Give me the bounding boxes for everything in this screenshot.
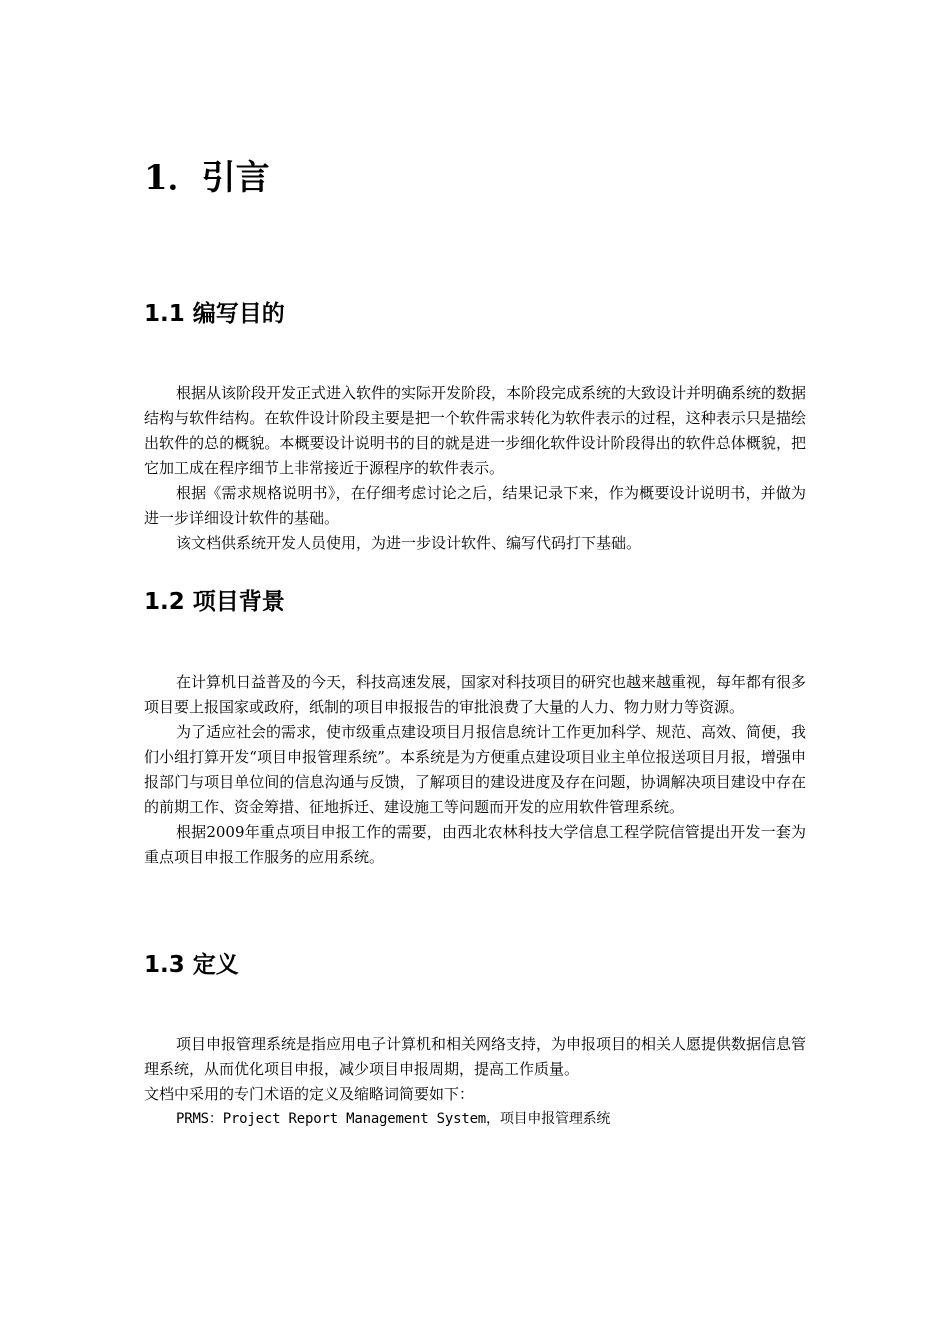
paragraph: 在计算机日益普及的今天，科技高速发展，国家对科技项目的研究也越来越重视，每年都有很多项目要上报国家或政府，纸制的项目申报报告的审批浪费了大量的人力、物力财力等资源。 [144, 673, 807, 716]
paragraph: 为了适应社会的需求，使市级重点建设项目月报信息统计工作更加科学、规范、高效、简便，我们小组打算开发“项目申报管理系统”。本系统是为方便重点建设项目业主单位报送项目月报，增强申报部门与项目单位间的信息沟通与反馈，了解项目的建设进度及存在问题，协调解决项目建设中存在的前期工作、资金筹措、征地拆迁、建设施工等问题而开发的应用软件管理系统。 [144, 723, 807, 816]
section-body-1-2 [144, 670, 806, 870]
section-heading-1-3: 1.3 定义 [144, 952, 239, 978]
chapter-title: 1．引言 [144, 158, 270, 198]
terms-intro: 文档中采用的专门术语的定义及缩略词简要如下： [144, 1085, 475, 1103]
section-body-1-1 [144, 381, 806, 556]
paragraph: 该文档供系统开发人员使用，为进一步设计软件、编写代码打下基础。 [176, 534, 642, 552]
section-body-1-3 [144, 1032, 806, 1132]
paragraph: 项目申报管理系统是指应用电子计算机和相关网络支持，为申报项目的相关人愿提供数据信息管理系统，从而优化项目申报，减少项目申报周期，提高工作质量。 [144, 1035, 807, 1078]
section-heading-1-2: 1.2 项目背景 [144, 589, 285, 615]
paragraph: 根据《需求规格说明书》，在仔细考虑讨论之后，结果记录下来，作为概要设计说明书，并做为进一步详细设计软件的基础。 [144, 484, 806, 527]
term-definition: PRMS：Project Report Management System，项目申报管理系统 [176, 1111, 611, 1127]
paragraph: 根据从该阶段开发正式进入软件的实际开发阶段，本阶段完成系统的大致设计并明确系统的数据结构与软件结构。在软件设计阶段主要是把一个软件需求转化为软件表示的过程，这种表示只是描绘出软件的总的概貌。本概要设计说明书的目的就是进一步细化软件设计阶段得出的软件总体概貌，把它加工成在程序细节上非常接近于源程序的软件表示。 [144, 384, 807, 477]
paragraph: 根据2009年重点项目申报工作的需要，由西北农林科技大学信息工程学院信管提出开发一套为重点项目申报工作服务的应用系统。 [144, 823, 806, 866]
section-heading-1-1: 1.1 编写目的 [144, 301, 285, 327]
